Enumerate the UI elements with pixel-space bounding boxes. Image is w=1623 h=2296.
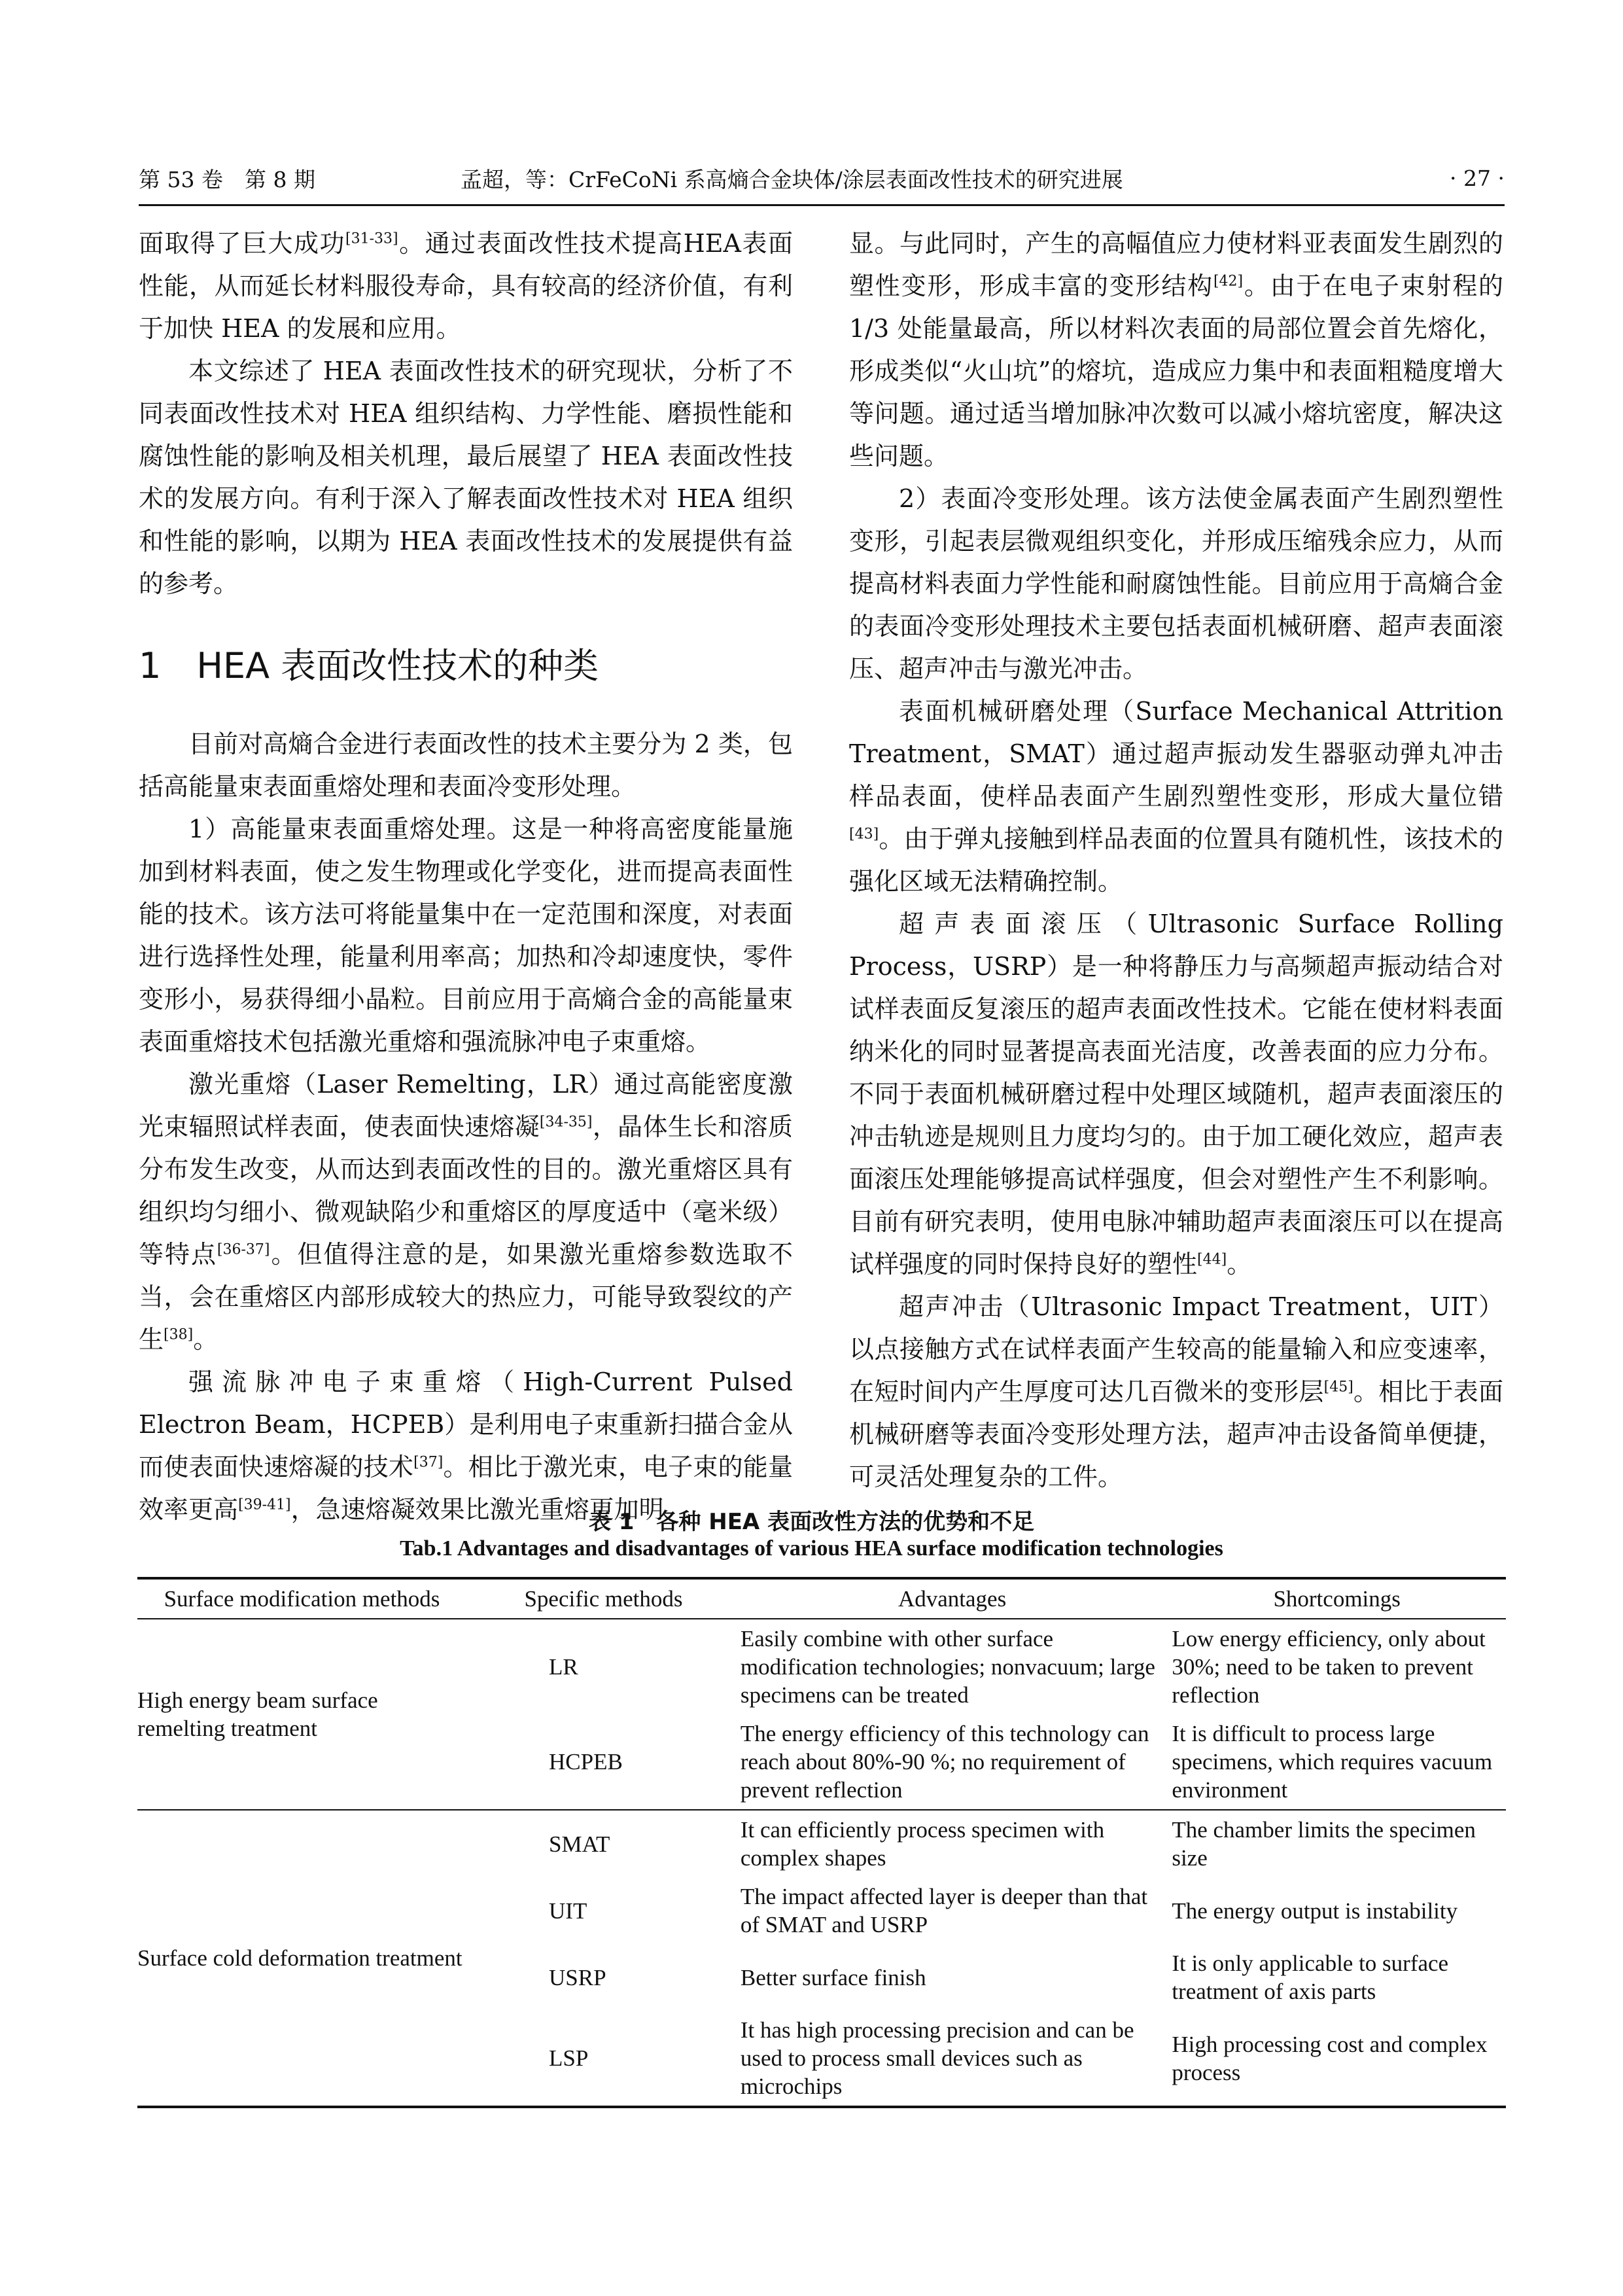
paragraph: 显。与此同时，产生的高幅值应力使材料亚表面发生剧烈的塑性变形，形成丰富的变形结构[42]。由于在电子束射程的 1/3 处能量最高，所以材料次表面的局部位置会首先熔化，形成类似“火山坑”的熔坑，造成应力集中和表面粗糙度增大等问题。通过适当增加脉冲次数可以减小熔坑密度，解决这些问题。	[849, 229, 1503, 470]
header-rule	[139, 204, 1505, 206]
citation: [36-37]	[217, 1241, 270, 1258]
method-cell: USRP	[549, 1964, 606, 1990]
table-header-row	[137, 1578, 1506, 1619]
shortcoming-cell: The energy output is instability	[1172, 1898, 1458, 1924]
citation: [44]	[1197, 1251, 1227, 1268]
advantage-cell: It has high processing precision and can be used to process small devices such as microchips	[740, 2017, 1134, 2099]
table-group	[137, 1619, 1506, 1810]
method-cell: HCPEB	[549, 1749, 623, 1775]
group-name: High energy beam surface remelting treatment	[137, 1687, 378, 1741]
paragraph: 面取得了巨大成功[31-33]。通过表面改性技术提高HEA表面性能，从而延长材料服役寿命，具有较高的经济价值，有利于加快 HEA 的发展和应用。	[139, 229, 793, 343]
shortcoming-cell: Low energy efficiency, only about 30%; need to be taken to prevent reflection	[1172, 1626, 1486, 1708]
journal-volume: 第 53 卷 第 8 期	[139, 166, 315, 192]
citation: [39-41]	[238, 1496, 291, 1513]
method-cell: SMAT	[549, 1831, 610, 1857]
paragraph: 表面机械研磨处理（Surface Mechanical Attrition Treatment，SMAT）通过超声振动发生器驱动弹丸冲击样品表面，使样品表面产生剧烈塑性变形，形成大量位错[43]。由于弹丸接触到样品表面的位置具有随机性，该技术的强化区域无法精确控制。	[849, 697, 1503, 896]
header-cell: Shortcomings	[1168, 1578, 1506, 1619]
citation: [34-35]	[539, 1114, 593, 1131]
method-cell: LR	[549, 1654, 578, 1680]
page-number: · 27 ·	[1450, 165, 1505, 191]
paragraph: 强流脉冲电子束重熔（High-Current Pulsed Electron Beam，HCPEB）是利用电子束重新扫描合金从而使表面快速熔凝的技术[37]。相比于激光束，电子束的能量效率更高[39-41]，急速熔凝效果比激光重熔更加明	[139, 1368, 793, 1524]
left-column	[139, 222, 793, 1531]
method-cell: LSP	[549, 2045, 589, 2071]
advantage-cell: Easily combine with other surface modification technologies; nonvacuum; large specimens can be treated	[740, 1626, 1155, 1708]
paragraph: 目前对高熵合金进行表面改性的技术主要分为 2 类，包括高能量束表面重熔处理和表面冷变形处理。	[139, 730, 793, 801]
table-group	[137, 1810, 1506, 2107]
running-title: 孟超，等：CrFeCoNi 系高熵合金块体/涂层表面改性技术的研究进展	[461, 166, 1123, 192]
paragraph: 1）高能量束表面重熔处理。这是一种将高密度能量施加到材料表面，使之发生物理或化学变化，进而提高表面性能的技术。该方法可将能量集中在一定范围和深度，对表面进行选择性处理，能量利用率高；加热和冷却速度快，零件变形小，易获得细小晶粒。目前应用于高熵合金的高能量束表面重熔技术包括激光重熔和强流脉冲电子束重熔。	[139, 815, 793, 1056]
citation: [42]	[1213, 273, 1244, 290]
right-column	[849, 222, 1503, 1498]
advantage-cell: It can efficiently process specimen with complex shapes	[740, 1817, 1105, 1871]
citation: [45]	[1323, 1379, 1353, 1396]
shortcoming-cell: It is only applicable to surface treatment of axis parts	[1172, 1951, 1449, 2004]
citation: [38]	[164, 1326, 194, 1343]
table-row	[137, 1810, 1506, 1877]
header-cell: Surface modification methods	[137, 1578, 470, 1619]
group-name: Surface cold deformation treatment	[137, 1945, 462, 1971]
shortcoming-cell: It is difficult to process large specimens, which requires vacuum environment	[1172, 1721, 1493, 1803]
section-heading: 1 HEA 表面改性技术的种类	[139, 645, 599, 686]
advantage-cell: The impact affected layer is deeper than that of SMAT and USRP	[740, 1884, 1148, 1937]
table-row	[137, 1619, 1506, 1714]
methods-table	[137, 1577, 1506, 2108]
advantage-cell: The energy efficiency of this technology can reach about 80%-90 %; no requirement of prevent reflection	[740, 1721, 1149, 1803]
method-cell: UIT	[549, 1898, 587, 1924]
advantage-cell: Better surface finish	[740, 1964, 926, 1990]
table-caption-cn: 表 1 各种 HEA 表面改性方法的优势和不足	[588, 1509, 1035, 1535]
paragraph: 超声表面滚压（Ultrasonic Surface Rolling Process，USRP）是一种将静压力与高频超声振动结合对试样表面反复滚压的超声表面改性技术。它能在使材料表面纳米化的同时显著提高表面光洁度，改善表面的应力分布。不同于表面机械研磨过程中处理区域随机，超声表面滚压的冲击轨迹是规则且力度均匀的。由于加工硬化效应，超声表面滚压处理能够提高试样强度，但会对塑性产生不利影响。目前有研究表明，使用电脉冲辅助超声表面滚压可以在提高试样强度的同时保持良好的塑性[44]。	[849, 910, 1503, 1279]
running-header	[139, 160, 1505, 196]
shortcoming-cell: High processing cost and complex process	[1172, 2031, 1488, 2085]
citation: [31-33]	[345, 230, 398, 247]
citation: [37]	[413, 1454, 444, 1471]
citation: [43]	[849, 826, 879, 843]
paragraph: 激光重熔（Laser Remelting，LR）通过高能密度激光束辐照试样表面，使表面快速熔凝[34-35]，晶体生长和溶质分布发生改变，从而达到表面改性的目的。激光重熔区具有组织均匀细小、微观缺陷少和重熔区的厚度适中（毫米级）等特点[36-37]。但值得注意的是，如果激光重熔参数选取不当，会在重熔区内部形成较大的热应力，可能导致裂纹的产生[38]。	[139, 1070, 793, 1354]
header-cell: Specific methods	[470, 1578, 737, 1619]
paragraph: 本文综述了 HEA 表面改性技术的研究现状，分析了不同表面改性技术对 HEA 组织结构、力学性能、磨损性能和腐蚀性能的影响及相关机理，最后展望了 HEA 表面改性技术的发展方向。有利于深入了解表面改性技术对 HEA 组织和性能的影响，以期为 HEA 表面改性技术的发展提供有益的参考。	[139, 357, 793, 598]
paragraph: 超声冲击（Ultrasonic Impact Treatment，UIT）以点接触方式在试样表面产生较高的能量输入和应变速率，在短时间内产生厚度可达几百微米的变形层[45]。相比于表面机械研磨等表面冷变形处理方法，超声冲击设备简单便捷，可灵活处理复杂的工件。	[849, 1292, 1503, 1491]
paragraph: 2）表面冷变形处理。该方法使金属表面产生剧烈塑性变形，引起表层微观组织变化，并形成压缩残余应力，从而提高材料表面力学性能和耐腐蚀性能。目前应用于高熵合金的表面冷变形处理技术主要包括表面机械研磨、超声表面滚压、超声冲击与激光冲击。	[849, 484, 1503, 683]
table-caption-en: Tab.1 Advantages and disadvantages of various HEA surface modification technologies	[400, 1536, 1223, 1561]
header-cell: Advantages	[737, 1578, 1168, 1619]
shortcoming-cell: The chamber limits the specimen size	[1172, 1817, 1476, 1871]
